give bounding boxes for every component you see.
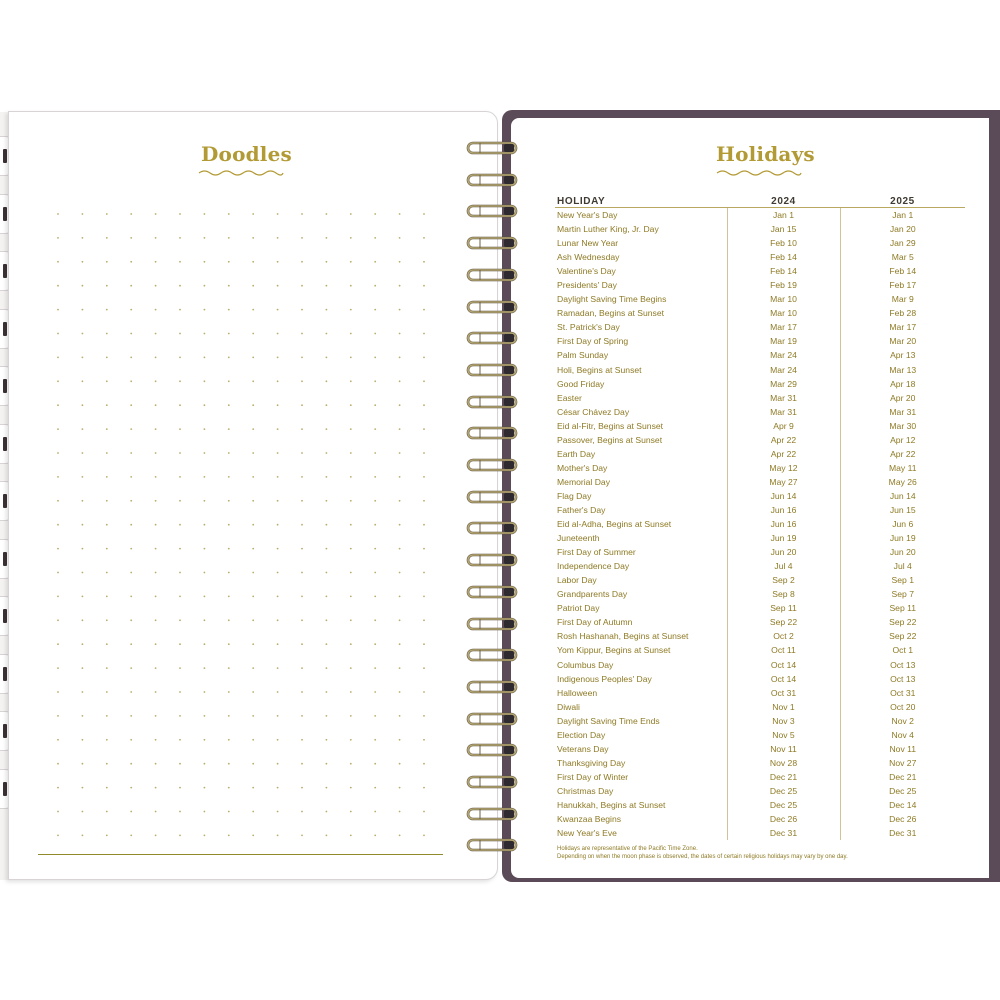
date-2024: Nov 5 [727,728,840,742]
spiral-coil [466,553,530,567]
date-2024: Jan 15 [727,222,840,236]
date-2025: May 26 [888,476,917,487]
date-2024: Mar 10 [727,292,840,306]
holiday-name: Eid al-Fitr, Begins at Sunset [557,420,664,431]
spiral-coil [466,743,530,757]
date-2024: Mar 10 [727,306,840,320]
holiday-name: New Year's Day [557,210,618,221]
date-2025: Oct 13 [890,673,916,684]
spiral-coil [466,648,530,662]
table-row [555,447,965,461]
spiral-coil [466,300,530,314]
date-2024: Mar 19 [727,334,840,348]
date-2024: Oct 14 [727,672,840,686]
table-row [555,419,965,433]
date-2025: Apr 18 [890,378,916,389]
date-2024: Feb 10 [727,236,840,250]
date-2024: Apr 9 [727,419,840,433]
holiday-name: Presidents' Day [557,280,617,291]
date-2024: Mar 17 [727,320,840,334]
table-row [555,615,965,629]
table-row [555,672,965,686]
date-2024: Nov 3 [727,714,840,728]
holiday-name: Halloween [557,687,598,698]
date-2025: Sep 7 [891,589,914,600]
spiral-coil [466,204,530,218]
date-2024: Mar 31 [727,405,840,419]
holiday-name: Yom Kippur, Begins at Sunset [557,645,671,656]
date-2024: Oct 31 [727,686,840,700]
table-row [555,770,965,784]
table-row [555,208,965,223]
table-row [555,306,965,320]
table-row [555,377,965,391]
table-row [555,461,965,475]
table-row [555,629,965,643]
table-row [555,475,965,489]
date-2025: Jul 4 [893,561,912,572]
dot-grid [56,212,436,840]
date-2024: Feb 14 [727,264,840,278]
date-2025: Mar 31 [889,406,917,417]
holidays-table [555,193,965,840]
holiday-name: Father's Day [557,505,606,515]
holiday-name: Eid al-Adha, Begins at Sunset [557,519,672,530]
table-row [555,545,965,559]
spiral-coil [466,458,530,472]
table-row [555,292,965,306]
date-2025: Mar 30 [889,420,917,431]
date-2024: Jun 16 [727,503,840,517]
holiday-name: Palm Sunday [557,350,609,361]
column-header-2024: 2024 [727,193,840,208]
date-2025: Sep 22 [889,617,917,628]
holiday-name: Ash Wednesday [557,252,620,263]
date-2025: Mar 5 [891,252,914,263]
date-2024: Mar 31 [727,391,840,405]
holiday-name: Memorial Day [557,476,611,487]
date-2025: Mar 17 [889,322,917,333]
date-2024: May 12 [727,461,840,475]
holiday-name: Grandparents Day [557,589,628,600]
spiral-coil [466,331,530,345]
table-row [555,686,965,700]
holiday-name: First Day of Spring [557,336,629,347]
table-row [555,433,965,447]
holiday-name: Diwali [557,701,580,712]
holiday-name: Martin Luther King, Jr. Day [557,224,659,235]
holiday-name: First Day of Summer [557,547,636,558]
table-row [555,812,965,826]
table-row [555,756,965,770]
date-2024: Dec 31 [727,826,840,840]
date-2024: Jan 1 [727,208,840,223]
holidays-squiggle-ornament [716,168,802,178]
date-2025: Feb 14 [889,266,917,277]
date-2025: Mar 9 [891,294,914,305]
table-row [555,700,965,714]
table-row [555,573,965,587]
holiday-name: Rosh Hashanah, Begins at Sunset [557,631,689,642]
doodles-squiggle-ornament [198,168,284,178]
table-row [555,222,965,236]
spiral-coil [466,490,530,504]
holiday-name: Independence Day [557,561,630,572]
holiday-name: Kwanzaa Begins [557,814,622,825]
table-row [555,728,965,742]
date-2025: Dec 31 [889,828,917,839]
spiral-coil [466,680,530,694]
date-2024: Apr 22 [727,447,840,461]
spiral-coil [466,141,530,155]
date-2024: Oct 2 [727,629,840,643]
date-2024: Dec 21 [727,770,840,784]
date-2024: Jul 4 [727,559,840,573]
holiday-name: St. Patrick's Day [557,322,620,333]
holiday-name: Passover, Begins at Sunset [557,434,663,445]
spiral-coil [466,585,530,599]
holiday-name: Hanukkah, Begins at Sunset [557,799,666,810]
spiral-coil [466,173,530,187]
date-2025: Nov 4 [891,729,914,740]
table-row [555,348,965,362]
spiral-coil [466,617,530,631]
doodles-bottom-rule [38,854,443,855]
spiral-coil [466,521,530,535]
date-2025: Jan 1 [892,210,914,221]
date-2024: Jun 14 [727,489,840,503]
table-row [555,798,965,812]
date-2025: Apr 22 [890,448,916,459]
table-row [555,236,965,250]
holiday-name: Christmas Day [557,785,614,796]
table-row [555,405,965,419]
date-2024: Jun 20 [727,545,840,559]
date-2024: Sep 11 [727,601,840,615]
holiday-name: Flag Day [557,490,592,501]
date-2025: Dec 21 [889,771,917,782]
holiday-name: Columbus Day [557,659,614,670]
table-row [555,643,965,657]
spiral-coil [466,838,530,852]
date-2024: Jun 16 [727,517,840,531]
spiral-coil [466,268,530,282]
spiral-coil [466,236,530,250]
date-2025: Feb 28 [889,308,917,319]
table-row [555,531,965,545]
table-row [555,601,965,615]
holiday-name: César Chávez Day [557,406,630,417]
date-2025: Oct 20 [890,701,916,712]
holiday-name: Easter [557,392,582,403]
holiday-name: Holi, Begins at Sunset [557,364,642,375]
holiday-name: Lunar New Year [557,238,619,249]
date-2025: Apr 12 [890,434,916,445]
spiral-coil [466,363,530,377]
holiday-name: Juneteenth [557,533,600,544]
date-2025: Jun 19 [889,533,916,544]
table-row [555,320,965,334]
date-2024: Dec 25 [727,798,840,812]
spiral-coil [466,712,530,726]
date-2025: Dec 25 [889,785,917,796]
table-row [555,658,965,672]
footnote-time-zone: Holidays are representative of the Pacific Time Zone. [557,846,698,852]
table-row [555,264,965,278]
holidays-table-header [555,193,965,208]
date-2025: Jun 6 [892,519,914,530]
table-row [555,742,965,756]
date-2025: Jun 20 [889,547,916,558]
date-2024: Feb 19 [727,278,840,292]
table-row [555,391,965,405]
table-row [555,714,965,728]
holiday-name: First Day of Winter [557,771,629,782]
holiday-name: Thanksgiving Day [557,757,626,768]
date-2024: Mar 24 [727,363,840,377]
spiral-coil [466,395,530,409]
table-row [555,559,965,573]
date-2024: Nov 11 [727,742,840,756]
date-2024: Nov 1 [727,700,840,714]
date-2024: Sep 2 [727,573,840,587]
date-2024: Jun 19 [727,531,840,545]
date-2024: Mar 29 [727,377,840,391]
date-2025: Nov 27 [889,757,917,768]
table-row [555,587,965,601]
holiday-name: Daylight Saving Time Begins [557,294,667,305]
date-2025: Oct 13 [890,659,916,670]
column-header-holiday: HOLIDAY [555,193,727,208]
holiday-name: New Year's Eve [557,828,617,839]
table-row [555,334,965,348]
date-2025: Apr 20 [890,392,916,403]
holiday-name: Valentine's Day [557,266,616,277]
footnote-religious-holidays: Depending on when the moon phase is observed, the dates of certain religious holidays may vary by one day. [557,854,848,860]
date-2024: Oct 14 [727,658,840,672]
date-2024: Mar 24 [727,348,840,362]
date-2025: Feb 17 [889,280,917,291]
date-2024: May 27 [727,475,840,489]
holiday-name: Labor Day [557,575,597,586]
date-2025: Apr 13 [890,350,916,361]
table-row [555,250,965,264]
holiday-name: Mother's Day [557,462,608,473]
holiday-name: Veterans Day [557,743,609,754]
date-2024: Oct 11 [727,643,840,657]
date-2024: Dec 25 [727,784,840,798]
table-row [555,826,965,840]
date-2025: Dec 14 [889,799,917,810]
date-2025: Sep 1 [891,575,914,586]
holiday-name: Good Friday [557,378,605,389]
date-2024: Dec 26 [727,812,840,826]
table-row [555,503,965,517]
holiday-name: Ramadan, Begins at Sunset [557,308,665,319]
table-row [555,489,965,503]
date-2025: Mar 13 [889,364,917,375]
date-2025: Nov 11 [889,743,917,754]
date-2024: Feb 14 [727,250,840,264]
date-2024: Sep 22 [727,615,840,629]
date-2025: Jun 14 [889,490,916,501]
date-2025: Sep 22 [889,631,917,642]
column-header-2025: 2025 [840,193,965,208]
spiral-coil [466,775,530,789]
table-row [555,784,965,798]
date-2025: Jun 15 [889,505,916,515]
holiday-name: First Day of Autumn [557,617,633,628]
date-2025: Jan 20 [889,224,916,235]
date-2024: Sep 8 [727,587,840,601]
holidays-title: Holidays [716,142,815,166]
date-2024: Nov 28 [727,756,840,770]
table-row [555,517,965,531]
table-row [555,278,965,292]
date-2025: Jan 29 [889,238,916,249]
holiday-name: Daylight Saving Time Ends [557,715,660,726]
date-2025: Oct 1 [892,645,914,656]
holiday-name: Indigenous Peoples' Day [557,673,652,684]
date-2024: Apr 22 [727,433,840,447]
holiday-name: Election Day [557,729,606,740]
doodles-title: Doodles [201,142,292,166]
table-row [555,363,965,377]
date-2025: Dec 26 [889,814,917,825]
spiral-coil [466,426,530,440]
holiday-name: Earth Day [557,448,596,459]
date-2025: Sep 11 [889,603,917,614]
holiday-name: Patriot Day [557,603,600,614]
date-2025: Oct 31 [890,687,916,698]
date-2025: Mar 20 [889,336,917,347]
spiral-coil [466,807,530,821]
date-2025: May 11 [888,462,917,473]
date-2025: Nov 2 [891,715,914,726]
